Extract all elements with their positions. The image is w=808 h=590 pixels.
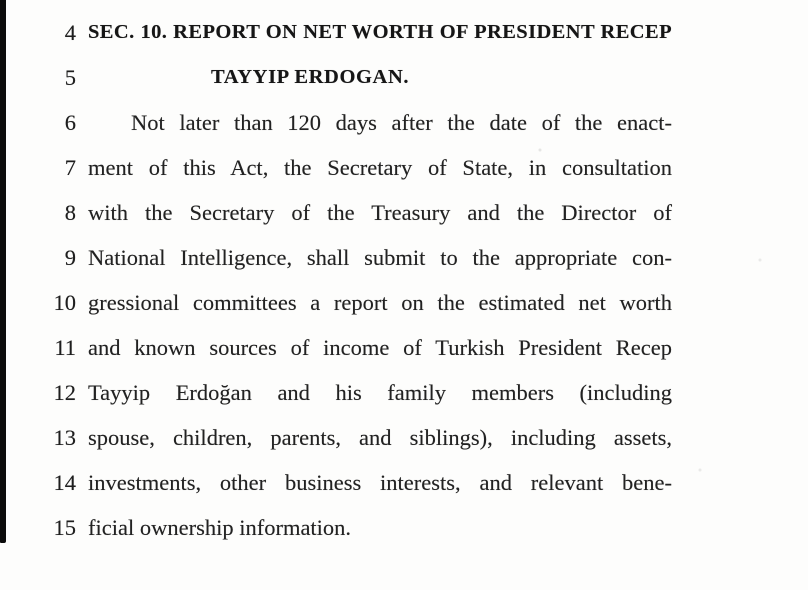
document-line (0, 190, 808, 235)
line-number: 10 (53, 289, 76, 315)
document-line (0, 145, 808, 190)
line-text: spouse, children, parents, and siblings), including assets, (88, 424, 672, 450)
line-text: SEC. 10. REPORT ON NET WORTH OF PRESIDENT RECEP (88, 21, 672, 43)
bill-text-block (0, 10, 808, 550)
document-line (0, 235, 808, 280)
line-number: 15 (53, 514, 76, 540)
document-line (0, 505, 808, 550)
line-text: ficial ownership information. (88, 514, 352, 540)
document-line (0, 10, 808, 55)
line-text: and known sources of income of Turkish President Recep (88, 334, 672, 360)
document-line (0, 100, 808, 145)
line-text: National Intelligence, shall submit to the appropriate con- (88, 244, 672, 270)
line-number: 5 (64, 64, 76, 90)
line-text: Tayyip Erdoğan and his family members (including (88, 379, 672, 405)
document-line (0, 370, 808, 415)
document-line (0, 55, 808, 100)
line-number: 11 (54, 334, 76, 360)
line-text: gressional committees a report on the estimated net worth (88, 289, 672, 315)
document-line (0, 325, 808, 370)
line-number: 6 (64, 109, 76, 135)
line-text: Not later than 120 days after the date of the enact- (131, 109, 672, 135)
line-number: 12 (53, 379, 76, 405)
line-number: 14 (53, 469, 76, 495)
line-number: 8 (64, 199, 76, 225)
line-number: 7 (64, 154, 76, 180)
document-line (0, 280, 808, 325)
line-number: 13 (53, 424, 76, 450)
line-number: 9 (64, 244, 76, 270)
line-number: 4 (64, 19, 76, 45)
line-text: ment of this Act, the Secretary of State, in consultation (88, 154, 672, 180)
line-text: investments, other business interests, and relevant bene- (88, 469, 672, 495)
line-text: with the Secretary of the Treasury and the Director of (88, 199, 672, 225)
line-text: TAYYIP ERDOGAN. (211, 66, 410, 88)
document-line (0, 460, 808, 505)
document-line (0, 415, 808, 460)
